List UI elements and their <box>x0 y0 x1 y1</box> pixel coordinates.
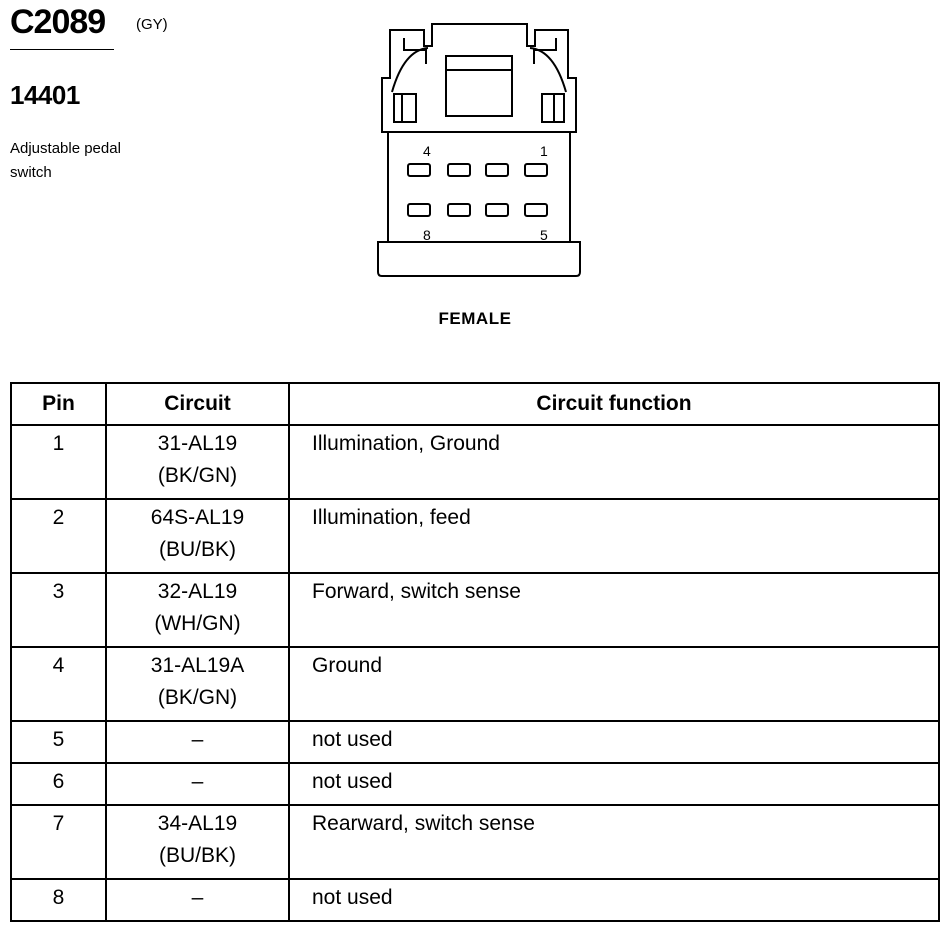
cavity-2 <box>486 164 508 176</box>
circuit-cell <box>106 805 289 879</box>
table-row <box>11 425 939 499</box>
connector-id: C2089 <box>10 3 106 41</box>
pin-cell: 7 <box>11 805 106 879</box>
circuit-number: 31-AL19A <box>150 654 245 677</box>
table-header-row <box>11 383 939 425</box>
pinout-table <box>10 382 940 922</box>
function-cell: not used <box>289 879 939 921</box>
locking-tab <box>446 56 512 116</box>
wire-color: (BK/GN) <box>157 686 238 709</box>
wire-color: (BU/BK) <box>158 538 236 561</box>
color-code: (GY) <box>136 16 168 33</box>
function-cell: Rearward, switch sense <box>289 805 939 879</box>
pin-cell: 8 <box>11 879 106 921</box>
circuit-number: 34-AL19 <box>157 812 238 835</box>
pin-cell: 3 <box>11 573 106 647</box>
circuit-cell <box>106 647 289 721</box>
function-cell: Forward, switch sense <box>289 573 939 647</box>
header-function: Circuit function <box>289 383 939 425</box>
connector-gender-label: FEMALE <box>438 309 512 328</box>
cavity-1 <box>525 164 547 176</box>
table-row <box>11 499 939 573</box>
table-row <box>11 763 939 805</box>
circuit-number: 31-AL19 <box>157 432 238 455</box>
left-window <box>394 94 416 122</box>
circuit-number: – <box>191 728 204 751</box>
function-cell: Illumination, Ground <box>289 425 939 499</box>
circuit-number: 32-AL19 <box>157 580 238 603</box>
connector-face-drawing <box>370 20 590 285</box>
circuit-number: – <box>191 886 204 909</box>
pin-cell: 4 <box>11 647 106 721</box>
circuit-cell <box>106 499 289 573</box>
pin-cell: 5 <box>11 721 106 763</box>
pin-cell: 6 <box>11 763 106 805</box>
function-cell: not used <box>289 763 939 805</box>
connector-id-underline <box>10 49 114 50</box>
description-line-1: Adjustable pedal <box>10 140 121 157</box>
table-row <box>11 647 939 721</box>
cavity-4 <box>408 164 430 176</box>
function-cell: not used <box>289 721 939 763</box>
cavity-3 <box>448 164 470 176</box>
cavity-5 <box>525 204 547 216</box>
function-cell: Ground <box>289 647 939 721</box>
circuit-number: – <box>191 770 204 793</box>
pin-label-1: 1 <box>540 143 548 159</box>
description-line-2: switch <box>10 164 52 181</box>
cavity-7 <box>448 204 470 216</box>
wire-color: (WH/GN) <box>154 612 241 635</box>
pin-cell: 2 <box>11 499 106 573</box>
table-row <box>11 721 939 763</box>
housing-outline <box>378 24 580 276</box>
circuit-cell <box>106 763 289 805</box>
header-circuit: Circuit <box>106 383 289 425</box>
table-row <box>11 573 939 647</box>
circuit-cell <box>106 573 289 647</box>
table-row <box>11 879 939 921</box>
circuit-cell <box>106 425 289 499</box>
table-row <box>11 805 939 879</box>
circuit-cell <box>106 879 289 921</box>
header-pin: Pin <box>11 383 106 425</box>
description <box>10 137 160 185</box>
pin-label-5: 5 <box>540 227 548 243</box>
cavity-6 <box>486 204 508 216</box>
pin-label-8: 8 <box>423 227 431 243</box>
part-number: 14401 <box>10 80 80 110</box>
pin-label-4: 4 <box>423 143 431 159</box>
function-cell: Illumination, feed <box>289 499 939 573</box>
cavity-8 <box>408 204 430 216</box>
circuit-cell <box>106 721 289 763</box>
pin-cell: 1 <box>11 425 106 499</box>
wire-color: (BU/BK) <box>158 844 236 867</box>
circuit-number: 64S-AL19 <box>150 506 245 529</box>
wire-color: (BK/GN) <box>157 464 238 487</box>
